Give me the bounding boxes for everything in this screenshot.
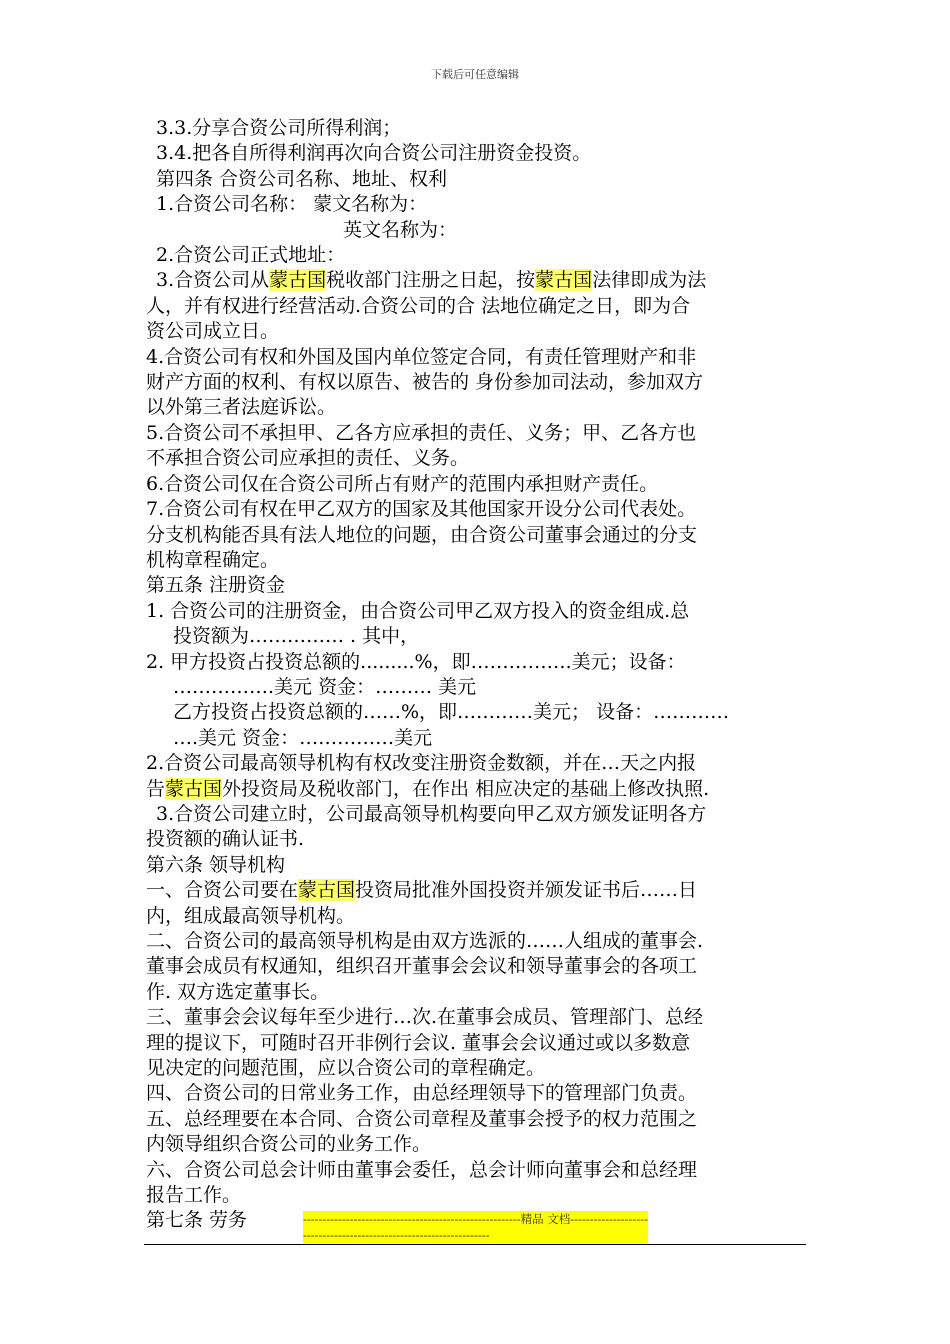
clause-3-3: 3.3.分享合资公司所得利润； [156,117,402,139]
page-footer-banner: --------------------------------------------------------精品 文档-------------------------------------------------------------------- [303,1212,648,1242]
article-4-item-5-end: 不承担合资公司应承担的责任、义务。 [146,447,470,470]
article-4-item-3-end: 资公司成立日。 [146,320,280,343]
article-4-item-3-cont: 人，并有权进行经营活动.合资公司的合 法地位确定之日，即为合 [146,294,691,317]
document-body [146,116,806,1234]
text-run: 法律即成为法 [592,269,707,292]
article-6-item-5-end: 内领导组织合资公司的业务工作。 [146,1133,432,1156]
article-4-item-7: 7.合资公司有权在甲乙双方的国家及其他国家开设分公司代表处。 [146,498,697,521]
article-6-item-6-end: 报告工作。 [146,1184,242,1207]
article-4-item-4-end: 以外第三者法庭诉讼。 [146,396,337,419]
article-6-heading: 第六条 领导机构 [146,853,286,876]
text-run: 税收部门注册之日起，按 [326,269,536,292]
text-run: 一、合资公司要在 [146,879,299,902]
article-6-item-3-cont: 理的提议下，可随时召开非例行会议. 董事会会议通过或以多数意 [146,1031,691,1054]
article-5-capital-change: 2.合资公司最高领导机构有权改变注册资金数额，并在…天之内报 [146,752,697,775]
article-6-item-1-end: 内，组成最高领导机构。 [146,904,356,927]
article-6-item-2-cont: 董事会成员有权通知，组织召开董事会会议和领导董事会的各项工 [146,955,698,978]
article-4-item-2: 2.合资公司正式地址： [156,244,346,267]
article-5-item-2: 2. 甲方投资占投资总额的.........%，即…………….美元；设备： [146,650,686,673]
clause-3-4: 3.4.把各自所得利润再次向合资公司注册资金投资。 [156,142,592,165]
text-run: 外投资局及税收部门，在作出 相应决定的基础上修改执照. [222,777,710,800]
article-6-item-3: 三、董事会会议每年至少进行…次.在董事会成员、管理部门、总经 [146,1006,704,1029]
article-4-item-7-end: 机构章程确定。 [146,548,280,571]
article-6-item-1 [146,878,806,903]
article-4-item-1: 1.合资公司名称： 蒙文名称为： [156,193,428,216]
highlight-mongolia: 蒙古国 [298,879,356,902]
article-4-item-3 [146,268,806,293]
article-4-item-5: 5.合资公司不承担甲、乙各方应承担的责任、义务；甲、乙各方也 [146,421,697,444]
article-4-item-4: 4.合资公司有权和外国及国内单位签定合同，有责任管理财产和非 [146,345,697,368]
text-run: 3.合资公司从 [156,269,270,292]
article-5-item-3: 3.合资公司建立时，公司最高领导机构要向甲乙双方颁发证明各方 [156,802,707,825]
page-header: 下载后可任意编辑 [431,68,519,81]
article-5-item-3-end: 投资额的确认证书. [146,828,305,851]
article-7-heading: 第七条 劳务 [146,1209,248,1232]
article-4-heading: 第四条 合资公司名称、地址、权利 [156,167,448,190]
article-6-item-5: 五、总经理要在本合同、合资公司章程及董事会授予的权力范围之 [146,1107,698,1130]
article-5-capital-change-cont [146,777,806,802]
article-4-item-1-english: 英文名称为： [343,218,458,241]
article-4-item-7-cont: 分支机构能否具有法人地位的问题，由合资公司董事会通过的分支 [146,523,698,546]
article-5-item-1-cont: 投资额为…………… . 其中， [173,625,420,648]
footer-divider [144,1244,806,1245]
article-6-item-2-end: 作. 双方选定董事长。 [146,980,330,1003]
text-run: 告 [146,777,166,800]
text-run: 投资局批准外国投资并颁发证书后……日 [355,879,698,902]
highlight-mongolia: 蒙古国 [165,777,223,800]
highlight-mongolia: 蒙古国 [269,269,327,292]
article-5-item-1: 1. 合资公司的注册资金，由合资公司甲乙双方投入的资金组成.总 [146,599,690,622]
article-5-item-2-cont: …………….美元 资金：……… 美元 [173,675,477,698]
article-6-item-2: 二、合资公司的最高领导机构是由双方选派的……人组成的董事会. [146,930,704,952]
article-5-heading: 第五条 注册资金 [146,574,286,597]
article-4-item-6: 6.合资公司仅在合资公司所占有财产的范围内承担财产责任。 [146,472,659,495]
article-6-item-3-end: 见决定的问题范围，应以合资公司的章程确定。 [146,1057,546,1080]
article-6-item-4: 四、合资公司的日常业务工作，由总经理领导下的管理部门负责。 [146,1082,698,1105]
article-4-item-4-cont: 财产方面的权利、有权以原告、被告的 身份参加司法动，参加双方 [146,371,704,394]
article-6-item-6: 六、合资公司总会计师由董事会委任，总会计师向董事会和总经理 [146,1158,698,1181]
highlight-mongolia: 蒙古国 [535,269,593,292]
article-5-party-b-cont: ….美元 资金：……………美元 [173,726,433,749]
article-5-party-b: 乙方投资占投资总额的……%，即…………美元； 设备：………… [173,701,730,724]
